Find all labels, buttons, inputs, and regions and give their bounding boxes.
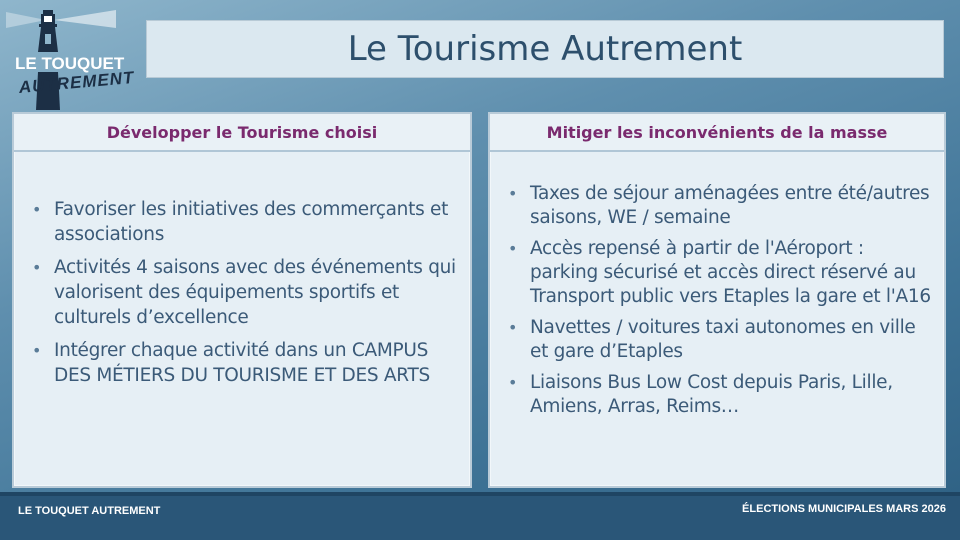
- page-title: Le Tourisme Autrement: [347, 29, 743, 69]
- list-item: • Accès repensé à partir de l'Aéroport : parking sécurisé et accès direct réservé au Transport public vers Etaples la gare et l'A16: [508, 238, 931, 307]
- bullet-icon: •: [508, 373, 518, 392]
- list-item: • Favoriser les initiatives des commerçants et associations: [32, 199, 449, 245]
- bullet-icon: •: [32, 258, 42, 277]
- list-item: • Liaisons Bus Low Cost depuis Paris, Lille, Amiens, Arras, Reims…: [508, 372, 893, 417]
- footer-divider: [0, 492, 960, 496]
- list-item: • Taxes de séjour aménagées entre été/autres saisons, WE / semaine: [508, 183, 930, 228]
- left-panel: [12, 112, 472, 488]
- bullet-icon: •: [508, 184, 518, 203]
- logo-text-bottom: AUTREMENT: [18, 67, 136, 97]
- bullet-icon: •: [508, 239, 518, 258]
- left-bullet-list: [14, 197, 470, 388]
- logo: [6, 6, 136, 114]
- left-panel-heading: Développer le Tourisme choisi: [106, 122, 378, 142]
- title-box: [146, 20, 944, 78]
- bullet-icon: •: [508, 318, 518, 337]
- list-item: • Navettes / voitures taxi autonomes en ville et gare d’Etaples: [508, 317, 916, 362]
- footer-right-text: ÉLECTIONS MUNICIPALES MARS 2026: [742, 503, 946, 515]
- right-panel: [488, 112, 946, 488]
- list-item: • Activités 4 saisons avec des événements qui valorisent des équipements sportifs et culturels d’excellence: [32, 257, 456, 328]
- logo-text-top: LE TOUQUET: [15, 54, 125, 73]
- bullet-icon: •: [32, 341, 42, 360]
- right-panel-header: [490, 114, 944, 152]
- left-panel-header: [14, 114, 470, 152]
- footer-left-text: LE TOUQUET AUTREMENT: [18, 505, 161, 517]
- list-item: • Intégrer chaque activité dans un CAMPUS DES MÉTIERS DU TOURISME ET DES ARTS: [32, 340, 430, 386]
- bullet-icon: •: [32, 200, 42, 219]
- right-panel-heading: Mitiger les inconvénients de la masse: [546, 122, 888, 142]
- right-bullet-list: [490, 182, 944, 419]
